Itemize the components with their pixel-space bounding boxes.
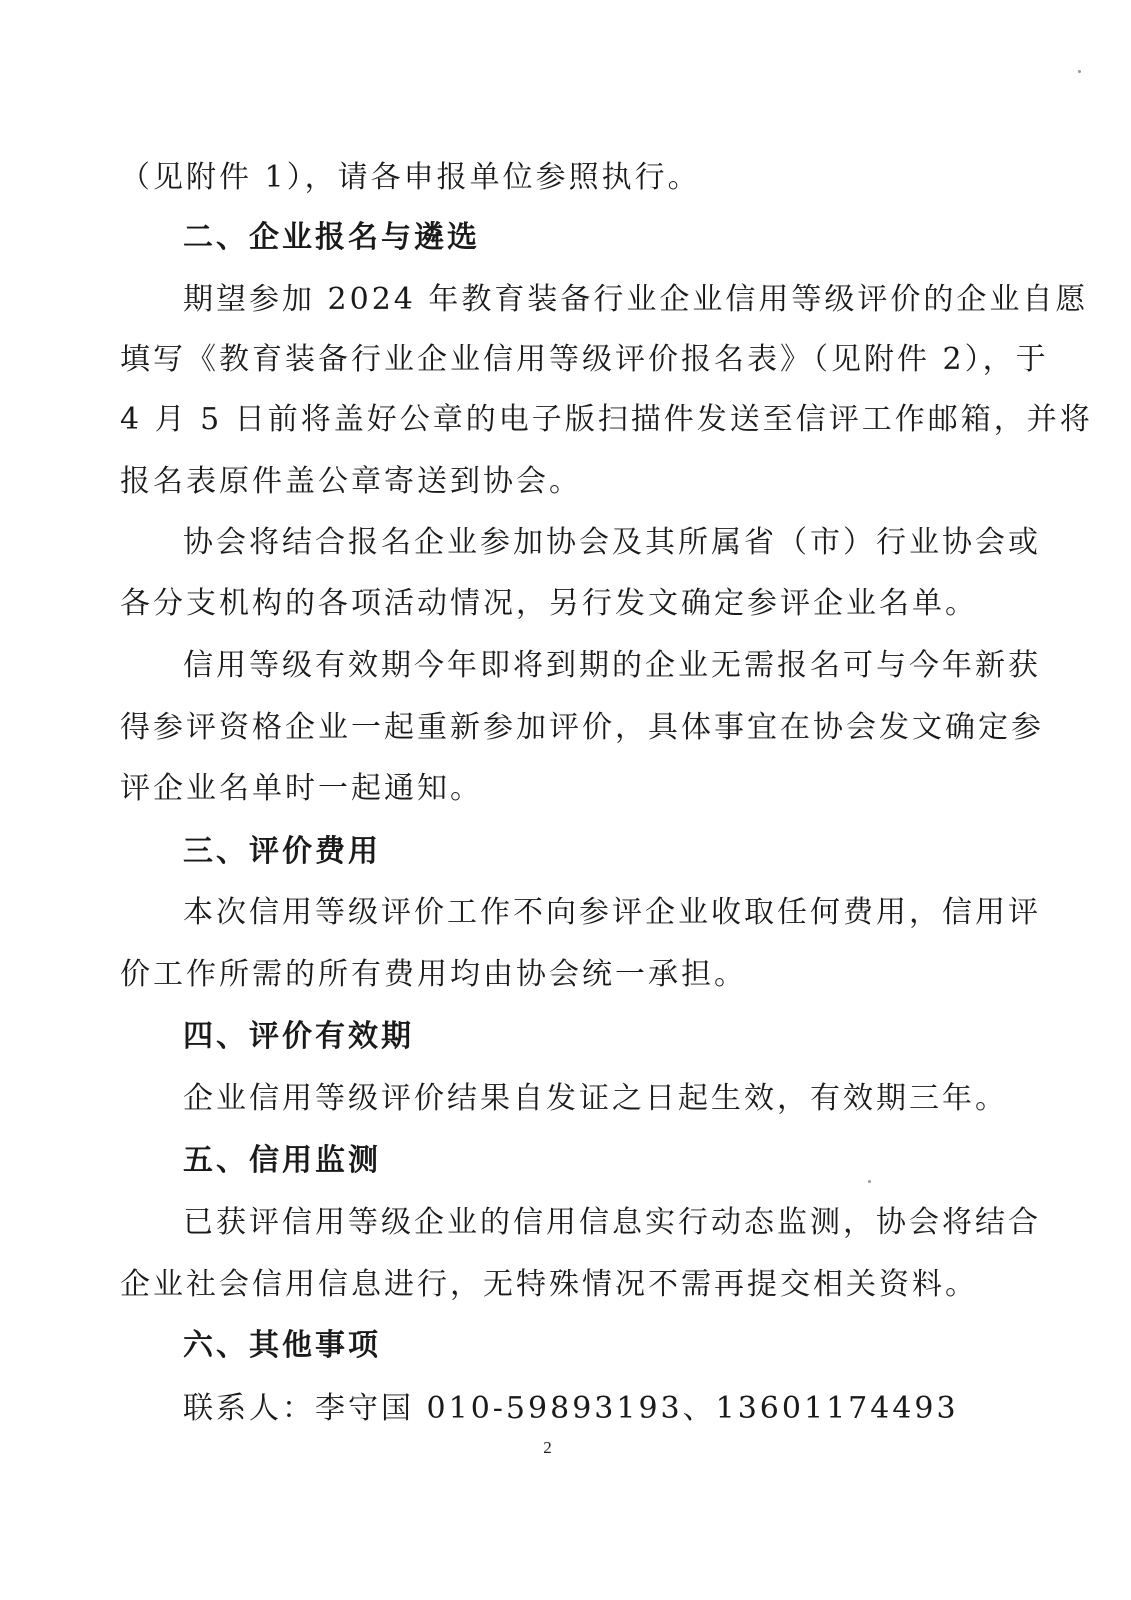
scan-speck [1078, 70, 1081, 73]
paragraph-line: 价工作所需的所有费用均由协会统一承担。 [120, 957, 747, 992]
paragraph-line: 4 月 5 日前将盖好公章的电子版扫描件发送至信评工作邮箱，并将 [120, 402, 1093, 437]
paragraph-line: 得参评资格企业一起重新参加评价，具体事宜在协会发文确定参 [120, 710, 1044, 745]
contact-line: 联系人：李守国 010-59893193、13601174493 [183, 1391, 959, 1426]
paragraph-line: 已获评信用等级企业的信用信息实行动态监测，协会将结合 [183, 1205, 1041, 1240]
paragraph-line: 协会将结合报名企业参加协会及其所属省（市）行业协会或 [183, 525, 1041, 560]
paragraph-line: （见附件 1），请各申报单位参照执行。 [120, 160, 701, 195]
paragraph-line: 期望参加 2024 年教育装备行业企业信用等级评价的企业自愿 [183, 282, 1089, 317]
paragraph-line: 各分支机构的各项活动情况，另行发文确定参评企业名单。 [120, 586, 978, 621]
section-heading: 五、信用监测 [183, 1143, 381, 1178]
paragraph-line: 信用等级有效期今年即将到期的企业无需报名可与今年新获 [183, 648, 1041, 683]
paragraph-line: 评企业名单时一起通知。 [120, 771, 483, 806]
section-heading: 六、其他事项 [183, 1328, 381, 1363]
paragraph-line: 本次信用等级评价工作不向参评企业收取任何费用，信用评 [183, 895, 1041, 930]
section-heading: 二、企业报名与遴选 [183, 220, 480, 255]
scan-speck [868, 1180, 871, 1183]
section-heading: 三、评价费用 [183, 834, 381, 869]
paragraph-line: 企业社会信用信息进行，无特殊情况不需再提交相关资料。 [120, 1267, 978, 1302]
page-number: 2 [543, 1438, 552, 1457]
paragraph-line: 填写《教育装备行业企业信用等级评价报名表》（见附件 2），于 [120, 342, 1049, 377]
paragraph-line: 报名表原件盖公章寄送到协会。 [120, 464, 582, 499]
paragraph-line: 企业信用等级评价结果自发证之日起生效，有效期三年。 [183, 1081, 1008, 1116]
section-heading: 四、评价有效期 [183, 1019, 414, 1054]
